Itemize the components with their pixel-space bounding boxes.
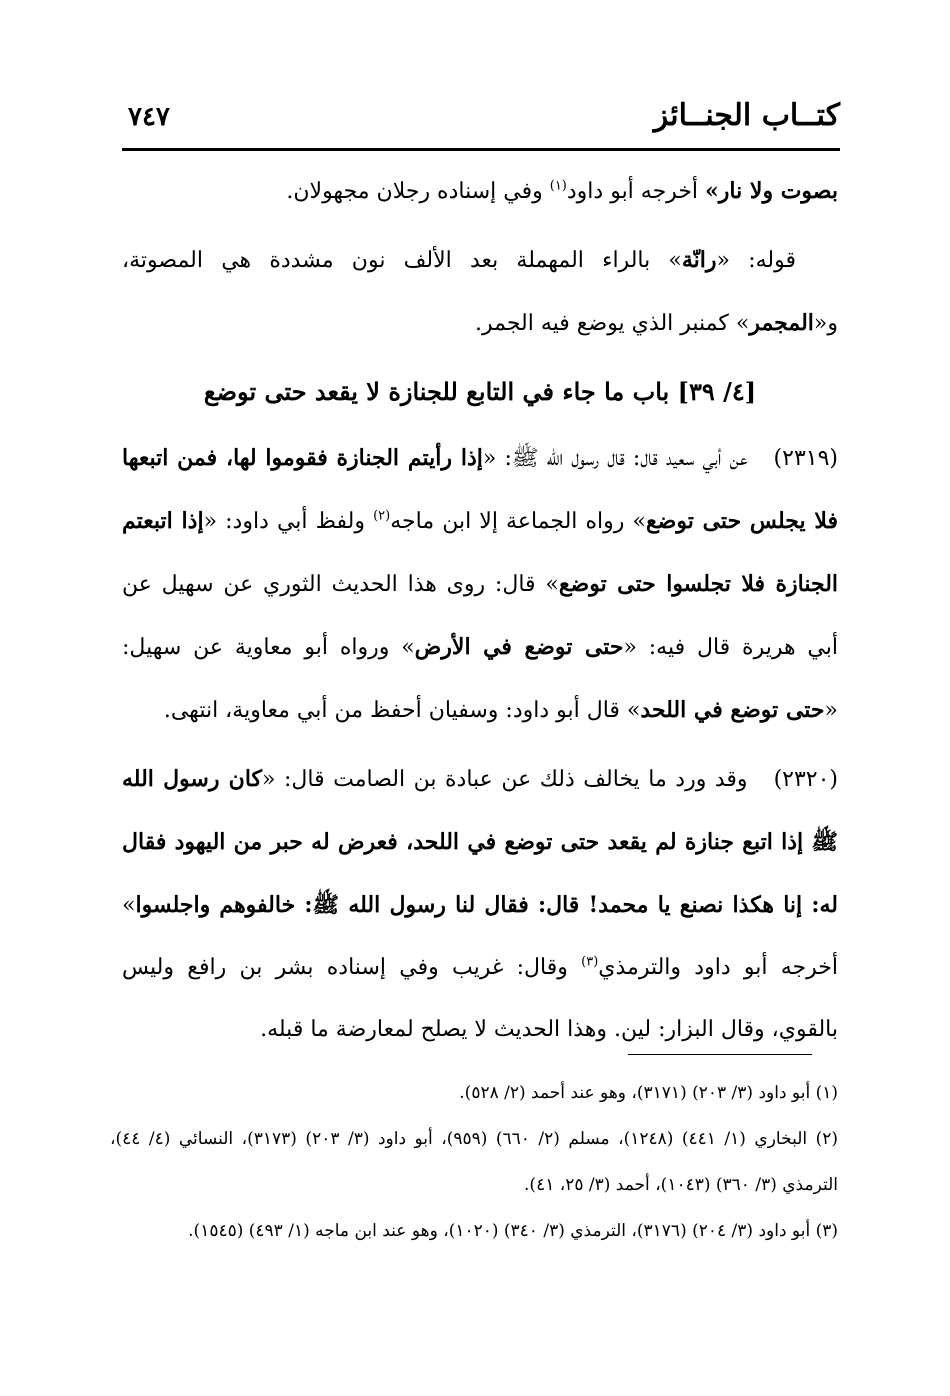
running-title: كتــاب الجنــائز [653, 98, 840, 133]
footnote-marker[interactable]: (١) [549, 178, 567, 194]
term-text: المجمر [749, 310, 814, 336]
text-run: وقد ورد ما يخالف ذلك عن عبادة بن الصامت قال: « [262, 767, 748, 792]
footnote-2: (٢) البخاري (١/ ٤٤١) (١٢٤٨)، مسلم (٢/ ٦٦٠) (٩٥٩)، أبو داود (٣/ ٢٠٣) (٣١٧٣)، النسائي (٤/ ٤٤)، الترمذي (٣/ ٣٦٠) (١٠٤٣)، أحمد (٣/ ٢٥، ٤١). [110, 1129, 839, 1195]
text-run: » ورواه أبو معاوية عن سهيل: « [122, 635, 838, 723]
hadith-number: (٢٣١٩) [773, 446, 838, 471]
quoted-text: بصوت ولا نار» [705, 178, 838, 204]
page-number: ٧٤٧ [128, 102, 170, 132]
paragraph-commentary [122, 229, 838, 355]
footnote-marker[interactable]: (٣) [581, 954, 599, 970]
quoted-text: كان رسول الله ﷺ إذا اتبع جنازة لم يقعد حتى توضع في اللحد، فعرض له حبر من اليهود فقال له: إنا هكذا نصنع يا محمد! قال: فقال لنا رسول الله ﷺ: خالفوهم واجلسوا [122, 766, 838, 918]
text-run: ولفظ أبي داود: « [203, 509, 374, 534]
footnote-1: (١) أبو داود (٣/ ٢٠٣) (٣١٧١)، وهو عند أحمد (٢/ ٥٢٨). [459, 1083, 838, 1103]
text-run: » أخرجه أبو داود والترمذي [122, 893, 838, 980]
text-run: » كمنبر الذي يوضع فيه الجمر. [475, 311, 750, 336]
text-run: عن أبي سعيد قال: قال رسول الله ﷺ: « [482, 446, 748, 471]
hadith-number: (٢٣٢٠) [773, 767, 839, 792]
term-text: رانّة [681, 247, 717, 273]
chapter-heading: [٤/ ٣٩] باب ما جاء في التابع للجنازة لا يقعد حتى توضع [203, 377, 757, 406]
footnote-separator [628, 1054, 812, 1055]
page-header [122, 98, 840, 151]
text-run: أخرجه أبو داود [566, 179, 706, 204]
quoted-text: إذا اتبعتم الجنازة فلا تجلسوا حتى توضع [122, 508, 839, 597]
quoted-text: حتى توضع في اللحد [640, 697, 825, 723]
text-run: وقال: غريب وفي إسناده بشر بن رافع وليس بالقوي، وقال البزار: لين. وهذا الحديث لا يصلح لمعارضة ما قبله. [122, 955, 838, 1042]
paragraph-continuation [122, 160, 838, 223]
text-run: وفي إسناده رجلان مجهولان. [286, 179, 550, 204]
text-run: » قال أبو داود: وسفيان أحفظ من أبي معاوية، انتهى. [163, 698, 641, 723]
footnotes [110, 1070, 838, 1254]
footnote-3: (٣) أبو داود (٣/ ٢٠٤) (٣١٧٦)، الترمذي (٣/ ٣٤٠) (١٠٢٠)، وهو عند ابن ماجه (١/ ٤٩٣) (١٥٤٥). [188, 1221, 838, 1241]
text-run: قوله: « [716, 248, 796, 273]
text-run: » قال: روى هذا الحديث الثوري عن سهيل عن أبي هريرة قال فيه: « [122, 572, 838, 660]
text-run: » بالراء المهملة بعد الألف نون مشددة هي المصوتة، و« [122, 248, 838, 336]
footnote-marker[interactable]: (٢) [373, 508, 391, 524]
main-text [122, 160, 838, 1067]
text-run: » رواه الجماعة إلا ابن ماجه [390, 509, 646, 534]
quoted-text: إذا رأيتم الجنازة فقوموا لها، فمن اتبعها فلا يجلس حتى توضع [122, 445, 838, 534]
hadith-2319 [122, 427, 838, 742]
quoted-text: حتى توضع في الأرض [414, 634, 624, 660]
hadith-2320 [122, 748, 838, 1061]
